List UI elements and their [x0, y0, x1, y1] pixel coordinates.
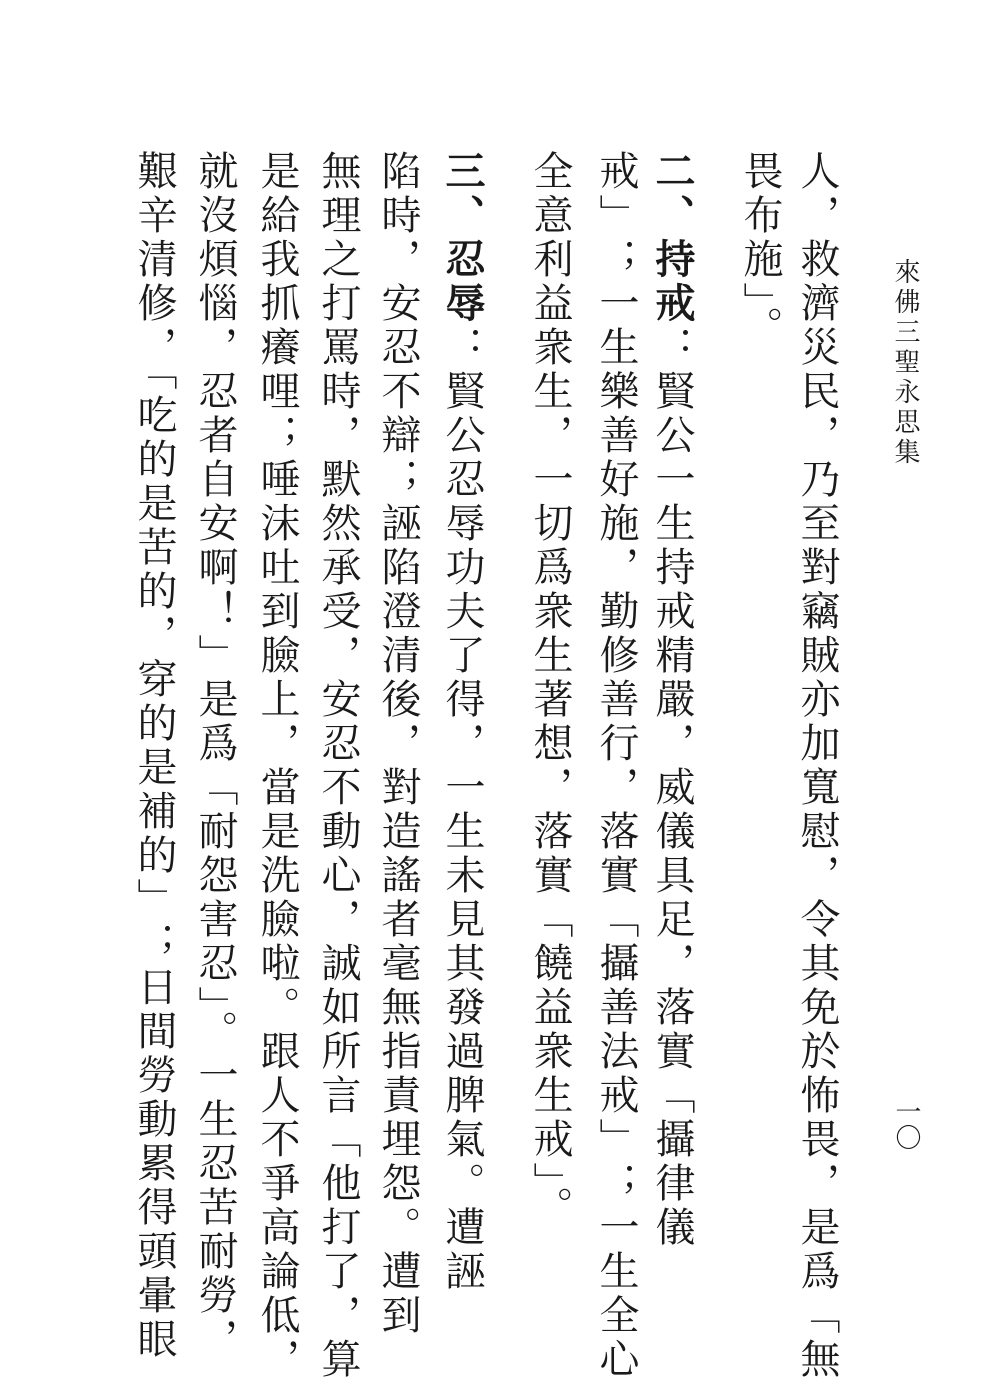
text-column-1: 人，救濟災民，乃至對竊賊亦加寬慰，令其免於怖畏，是爲「無 — [794, 150, 840, 1382]
text-column-2: 畏布施」。 — [737, 150, 783, 350]
text-column-4: 戒」；一生樂善好施，勤修善行，落實「攝善法戒」；一生全心 — [593, 150, 639, 1382]
text-column-5: 全意利益衆生，一切爲衆生著想，落實「饒益衆生戒」。 — [527, 150, 573, 1230]
text-column-3 — [649, 150, 696, 1250]
text-column-3-body: ：賢公一生持戒精嚴，威儀具足，落實「攝律儀 — [649, 326, 695, 1250]
section-heading-precepts: 二、持戒 — [649, 150, 696, 326]
text-column-11: 艱辛清修，「吃的是苦的，穿的是補的」；日間勞動累得頭暈眼 — [131, 150, 177, 1362]
page-number: 一〇 — [891, 1098, 921, 1150]
text-column-7: 陷時，安忍不辯；誣陷澄清後，對造謠者毫無指責埋怨。遭到 — [375, 150, 421, 1338]
text-column-8: 無理之打罵時，默然承受，安忍不動心，誠如所言「他打了，算 — [315, 150, 361, 1382]
text-column-6 — [439, 150, 486, 1294]
text-column-9: 是給我抓癢哩；唾沫吐到臉上，當是洗臉啦。跟人不爭高論低， — [254, 150, 300, 1382]
section-heading-patience: 三、忍辱 — [439, 150, 486, 326]
text-column-6-body: ：賢公忍辱功夫了得，一生未見其發過脾氣。遭誣 — [439, 326, 485, 1294]
running-title: 來佛三聖永思集 — [890, 258, 920, 468]
text-column-10: 就沒煩惱，忍者自安啊！」是爲「耐怨害忍」。一生忍苦耐勞， — [192, 150, 238, 1362]
